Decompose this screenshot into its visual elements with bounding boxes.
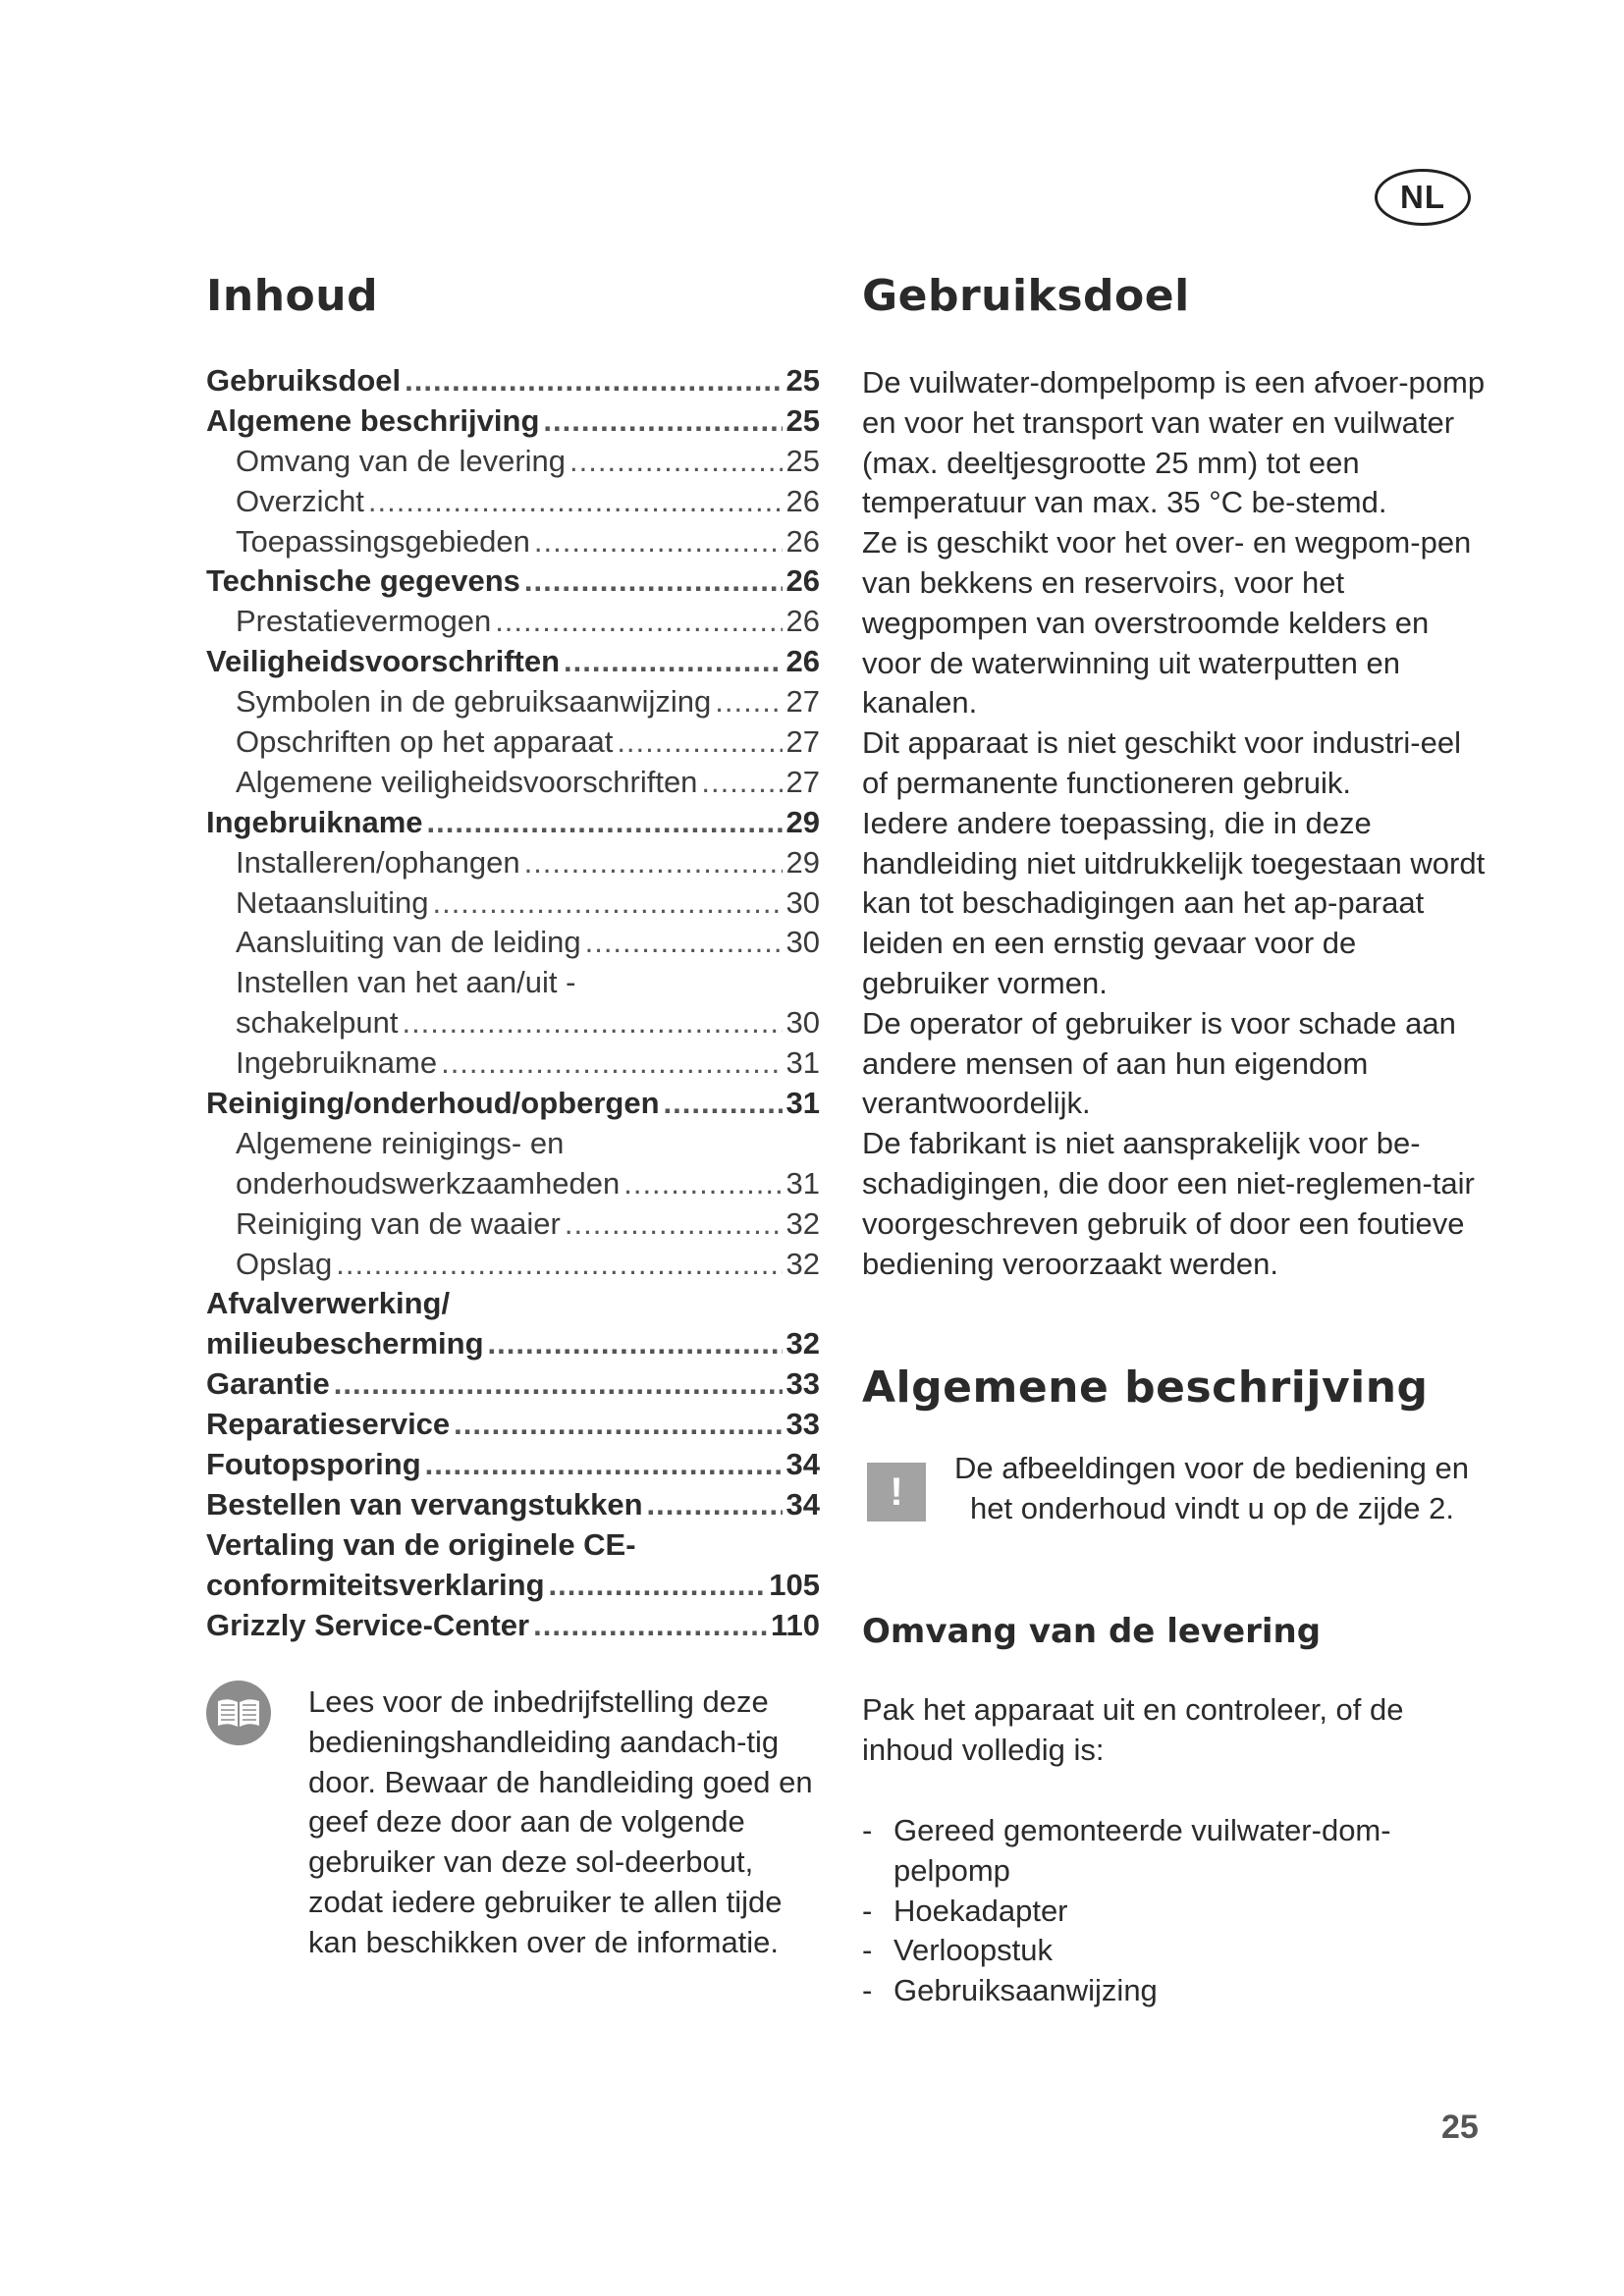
toc-entry-title: Instellen van het aan/uit - (236, 965, 576, 1000)
toc-entry-title: Technische gegevens (206, 563, 520, 599)
toc-entry-page: 30 (785, 884, 820, 920)
toc-leader-dots (405, 363, 782, 399)
toc-entry (206, 644, 820, 684)
page-number: 25 (1441, 2109, 1479, 2146)
scope-heading: Omvang van de levering (862, 1612, 1322, 1651)
toc-entry-page: 31 (785, 1165, 820, 1201)
toc-leader-dots (488, 1326, 783, 1362)
purpose-paragraph: Dit apparaat is niet geschikt voor industri-eel of permanente functioneren gebruik. (862, 725, 1461, 800)
toc-leader-dots (432, 885, 782, 921)
toc-leader-dots (402, 1005, 782, 1041)
list-item-text: Verloopstuk (893, 1933, 1053, 1968)
toc-entry-page: 31 (785, 1045, 820, 1081)
contents-heading: Inhoud (206, 271, 379, 321)
toc-leader-dots (569, 444, 782, 479)
toc-entry (206, 604, 820, 644)
toc-leader-dots (543, 403, 782, 439)
toc-leader-dots (427, 805, 783, 840)
list-item-text: Hoekadapter (893, 1893, 1068, 1928)
toc-entry-page: 25 (785, 402, 820, 438)
toc-entry-title: Omvang van de levering (236, 443, 567, 478)
toc-entry-page: 34 (785, 1486, 820, 1522)
toc-leader-dots (524, 563, 783, 599)
toc-entry-title: Garantie (206, 1366, 330, 1402)
toc-entry-page: 33 (785, 1407, 820, 1442)
purpose-paragraph: Iedere andere toepassing, die in deze handleiding niet uitdrukkelijk toegestaan wordt kan tot beschadigingen aan het ap-paraat leiden en een ernstig gevaar voor de gebruiker vormen. (862, 805, 1486, 1000)
toc-entry-title: Vertaling van de originele CE- (206, 1526, 636, 1562)
toc-entry (206, 1086, 820, 1126)
toc-leader-dots (664, 1086, 783, 1121)
toc-entry (206, 524, 820, 564)
toc-entry-page: 110 (770, 1607, 820, 1642)
toc-entry-title: Opslag (236, 1246, 333, 1281)
toc-entry (206, 845, 820, 885)
toc-entry-page: 32 (785, 1246, 820, 1281)
scope-intro: Pak het apparaat uit en controleer, of de inhoud volledig is: (862, 1692, 1404, 1767)
toc-entry (206, 563, 820, 604)
toc-entry-page: 30 (785, 1005, 820, 1041)
toc-entry (206, 1366, 820, 1407)
toc-leader-dots (495, 604, 782, 639)
toc-leader-dots (334, 1366, 783, 1402)
toc-entry (206, 1206, 820, 1247)
purpose-paragraph: De vuilwater-dompelpomp is een afvoer-pomp en voor het transport van water en vuilwater (max. deeltjesgrootte 25 mm) tot een temperatuur van max. 35 °C be-stemd. (862, 365, 1486, 520)
toc-entry-title: Gebruiksdoel (206, 363, 402, 398)
toc-leader-dots (549, 1568, 766, 1603)
description-note: De afbeeldingen voor de bediening en het onderhoud vindt u op de zijde 2. (954, 1451, 1469, 1525)
toc-entry-page: 26 (785, 483, 820, 518)
toc-leader-dots (715, 684, 782, 720)
toc-leader-dots (533, 1608, 767, 1643)
toc-entry-page: 34 (785, 1447, 820, 1482)
toc-leader-dots (585, 925, 783, 960)
toc-leader-dots (368, 484, 783, 519)
read-manual-note: Lees voor de inbedrijfstelling deze bedieningshandleiding aandach-tig door. Bewaar de handleiding goed en geef deze door aan de volgende gebruiker van deze sol-deerbout, zodat iedere gebruiker te allen tijde kan beschikken over de informatie. (308, 1684, 813, 1959)
toc-entry-title: Installeren/ophangen (236, 844, 520, 880)
toc-entry-page: 25 (785, 443, 820, 478)
toc-entry-title: Algemene beschrijving (206, 402, 540, 438)
toc-entry (206, 1126, 820, 1166)
toc-entry-title: onderhoudswerkzaamheden (236, 1165, 621, 1201)
toc-entry-page: 29 (785, 844, 820, 880)
toc-entry-title: Aansluiting van de leiding (236, 925, 581, 960)
purpose-paragraph: De fabrikant is niet aansprakelijk voor be-schadigingen, die door een niet-reglemen-tair voorgeschreven gebruik of door een foutieve bediening veroorzaakt werden. (862, 1126, 1475, 1281)
toc-entry (206, 684, 820, 724)
toc-entry-title: milieubescherming (206, 1326, 484, 1362)
exclamation-icon: ! (867, 1463, 926, 1522)
list-item (862, 1811, 1490, 1892)
toc-entry (206, 403, 820, 444)
toc-entry-title: Netaansluiting (236, 884, 429, 920)
toc-entry-page: 31 (785, 1086, 820, 1121)
book-icon (206, 1681, 271, 1745)
toc-entry (206, 724, 820, 765)
list-dash: - (862, 1813, 873, 1847)
toc-entry-title: Toepassingsgebieden (236, 523, 530, 559)
toc-entry-page: 26 (785, 563, 820, 599)
toc-entry-title: Reparatieservice (206, 1407, 451, 1442)
list-dash: - (862, 1933, 873, 1968)
list-dash: - (862, 1893, 873, 1928)
toc-entry (206, 885, 820, 926)
toc-entry-page: 32 (785, 1205, 820, 1241)
toc-entry-title: Ingebruikname (206, 804, 423, 839)
list-item-text: Gebruiksaanwijzing (893, 1973, 1158, 2008)
purpose-text (862, 363, 1490, 1284)
toc-entry-page: 26 (785, 644, 820, 679)
toc-leader-dots (336, 1247, 782, 1282)
toc-entry-page: 25 (785, 363, 820, 398)
toc-entry-title: Veiligheidsvoorschriften (206, 644, 561, 679)
toc-entry (206, 1568, 820, 1608)
toc-entry-title: Prestatievermogen (236, 604, 492, 639)
toc-entry-page: 26 (785, 523, 820, 559)
toc-leader-dots (647, 1487, 783, 1522)
toc-entry-title: Grizzly Service-Center (206, 1607, 530, 1642)
list-item (862, 1931, 1490, 1971)
toc-entry-title: Afvalverwerking/ (206, 1286, 451, 1321)
toc-entry-title: Opschriften op het apparaat (236, 724, 614, 760)
purpose-paragraph: Ze is geschikt voor het over- en wegpom-pen van bekkens en reservoirs, voor het wegpompen van overstroomde kelders en voor de waterwinning uit waterputten en kanalen. (862, 525, 1472, 721)
toc-entry-title: conformiteitsverklaring (206, 1567, 545, 1602)
toc-leader-dots (454, 1407, 782, 1442)
toc-entry-page: 105 (769, 1567, 820, 1602)
toc-entry (206, 1447, 820, 1487)
toc-entry-page: 33 (785, 1366, 820, 1402)
toc-entry (206, 1166, 820, 1206)
toc-leader-dots (623, 1166, 782, 1201)
toc-entry-title: Algemene veiligheidsvoorschriften (236, 764, 698, 799)
toc-entry (206, 1407, 820, 1447)
toc-entry (206, 363, 820, 403)
toc-leader-dots (564, 644, 782, 679)
language-badge: NL (1375, 169, 1471, 226)
toc-entry (206, 1005, 820, 1045)
toc-entry-title: Symbolen in de gebruiksaanwijzing (236, 684, 712, 720)
toc-leader-dots (701, 765, 782, 800)
scope-list (862, 1811, 1490, 2011)
list-item (862, 1892, 1490, 1932)
toc-leader-dots (617, 724, 782, 760)
toc-entry (206, 765, 820, 805)
purpose-heading: Gebruiksdoel (862, 271, 1190, 321)
toc-entry-title: Reiniging/onderhoud/opbergen (206, 1086, 660, 1121)
toc-leader-dots (524, 845, 783, 881)
toc-entry (206, 925, 820, 965)
toc-leader-dots (565, 1206, 783, 1242)
list-item-text: Gereed gemonteerde vuilwater-dom-pelpomp (893, 1813, 1391, 1888)
toc-entry-title: Foutopsporing (206, 1447, 421, 1482)
toc-entry-page: 27 (785, 724, 820, 760)
toc-entry (206, 1608, 820, 1648)
toc-entry (206, 1487, 820, 1527)
list-item (862, 1971, 1490, 2011)
toc-entry-page: 32 (785, 1326, 820, 1362)
table-of-contents (206, 363, 820, 1648)
list-dash: - (862, 1973, 873, 2008)
toc-entry-title: Ingebruikname (236, 1045, 438, 1081)
toc-entry-page: 30 (785, 925, 820, 960)
toc-entry-title: Algemene reinigings- en (236, 1125, 565, 1160)
toc-entry-page: 27 (785, 764, 820, 799)
toc-leader-dots (441, 1045, 782, 1081)
toc-entry-page: 26 (785, 604, 820, 639)
toc-entry-page: 29 (785, 804, 820, 839)
toc-entry (206, 1286, 820, 1326)
toc-entry-page: 27 (785, 684, 820, 720)
toc-entry (206, 1326, 820, 1366)
toc-entry-title: Reiniging van de waaier (236, 1205, 561, 1241)
toc-entry (206, 805, 820, 845)
toc-entry (206, 1527, 820, 1568)
toc-entry (206, 1247, 820, 1287)
toc-leader-dots (534, 524, 783, 560)
toc-entry-title: Bestellen van vervangstukken (206, 1486, 643, 1522)
toc-entry-title: schakelpunt (236, 1005, 399, 1041)
toc-entry (206, 444, 820, 484)
toc-entry (206, 965, 820, 1005)
purpose-paragraph: De operator of gebruiker is voor schade aan andere mensen of aan hun eigendom verantwoordelijk. (862, 1005, 1456, 1121)
toc-entry (206, 484, 820, 524)
toc-leader-dots (425, 1447, 783, 1482)
toc-entry (206, 1045, 820, 1086)
description-heading: Algemene beschrijving (862, 1362, 1429, 1413)
toc-entry-title: Overzicht (236, 483, 364, 518)
